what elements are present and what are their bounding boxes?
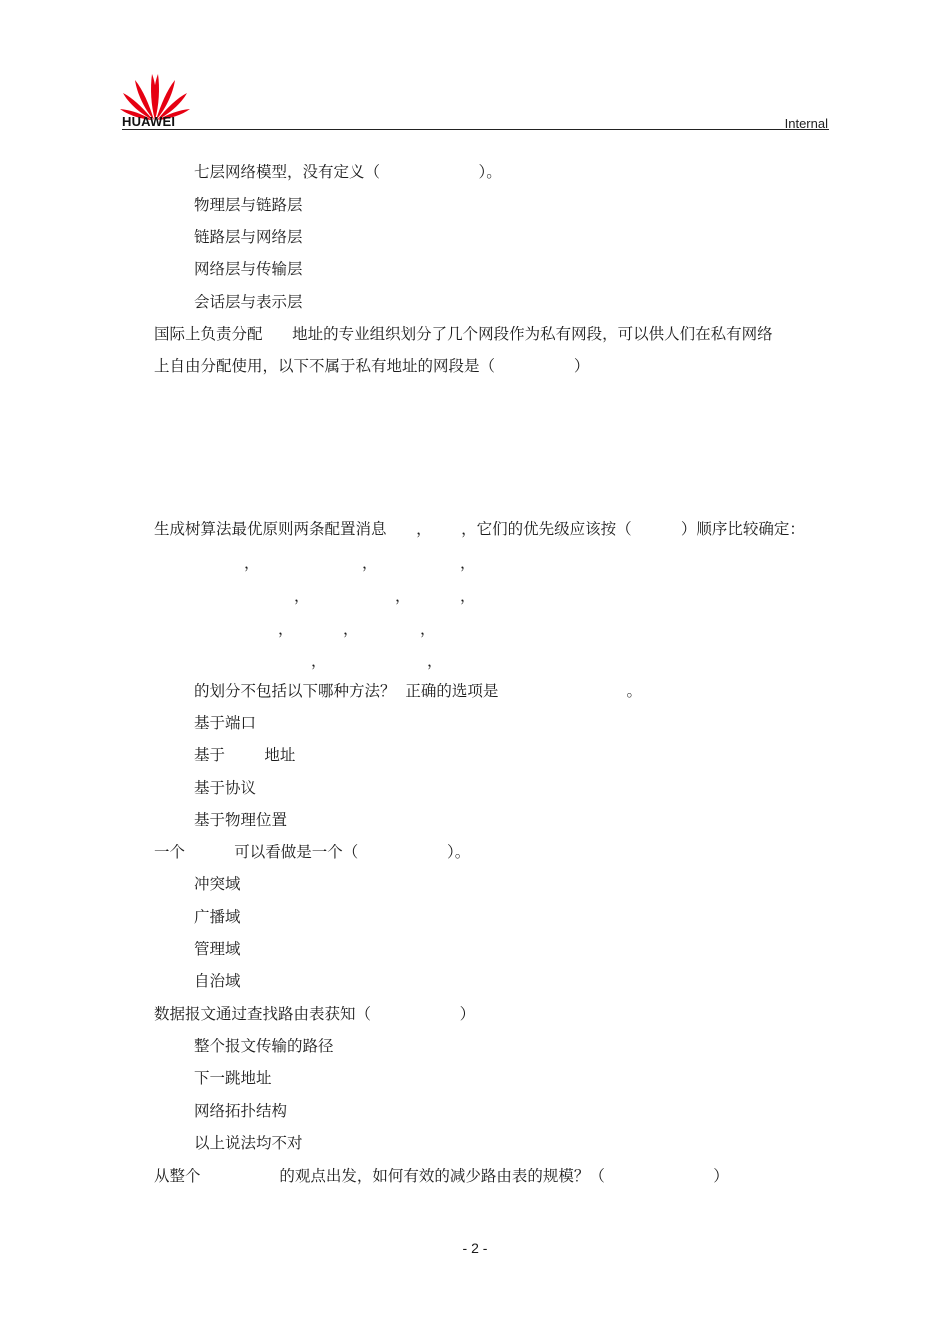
q6-option-b: 下一跳地址 xyxy=(194,1069,272,1087)
q5-option-d: 自治域 xyxy=(194,972,241,990)
q5-option-c: 管理域 xyxy=(194,940,241,958)
q3-comma: ， xyxy=(460,587,476,605)
q1-option-b: 链路层与网络层 xyxy=(194,228,303,246)
q3-comma: ， xyxy=(294,587,310,605)
q1-option-a: 物理层与链路层 xyxy=(194,196,303,214)
q1-stem: 七层网络模型，没有定义（ ）。 xyxy=(194,163,502,181)
q3-comma: ， xyxy=(395,587,411,605)
page-number: - 2 - xyxy=(462,1240,488,1256)
brand-wordmark: HUAWEI xyxy=(122,114,176,129)
q6-option-d: 以上说法均不对 xyxy=(194,1134,303,1152)
q2-line-2: 上自由分配使用，以下不属于私有地址的网段是（ ） xyxy=(154,357,590,375)
q3-comma: ， xyxy=(278,620,294,638)
q1-option-d: 会话层与表示层 xyxy=(194,293,303,311)
q5-option-a: 冲突域 xyxy=(194,875,241,893)
q3-stem: 生成树算法最优原则两条配置消息 ， ，它们的优先级应该按（ ）顺序比较确定： xyxy=(154,520,805,538)
q3-comma: ， xyxy=(343,620,359,638)
q4-option-a: 基于端口 xyxy=(194,714,257,732)
q5-stem: 一个 可以看做是一个（ ）。 xyxy=(154,843,471,861)
q6-option-c: 网络拓扑结构 xyxy=(194,1102,288,1120)
q3-comma: ， xyxy=(427,652,443,670)
q1-option-c: 网络层与传输层 xyxy=(194,260,303,278)
q4-stem: 的划分不包括以下哪种方法？ 正确的选项是 。 xyxy=(194,682,642,700)
q7-stem: 从整个 的观点出发，如何有效的减少路由表的规模？（ ） xyxy=(154,1167,729,1185)
classification-label: Internal xyxy=(784,116,828,131)
q6-stem: 数据报文通过查找路由表获知（ ） xyxy=(154,1005,476,1023)
q6-option-a: 整个报文传输的路径 xyxy=(194,1037,334,1055)
q2-line-1: 国际上负责分配 地址的专业组织划分了几个网段作为私有网段，可以供人们在私有网络 xyxy=(154,325,773,343)
q3-comma: ， xyxy=(420,620,436,638)
q4-option-b: 基于 地址 xyxy=(194,746,296,764)
q3-comma: ， xyxy=(311,652,327,670)
header-rule xyxy=(122,129,829,130)
q4-option-d: 基于物理位置 xyxy=(194,811,288,829)
q4-option-c: 基于协议 xyxy=(194,779,257,797)
q3-comma: ， xyxy=(244,554,260,572)
q3-comma: ， xyxy=(362,554,378,572)
q5-option-b: 广播域 xyxy=(194,908,241,926)
q3-comma: ， xyxy=(460,554,476,572)
